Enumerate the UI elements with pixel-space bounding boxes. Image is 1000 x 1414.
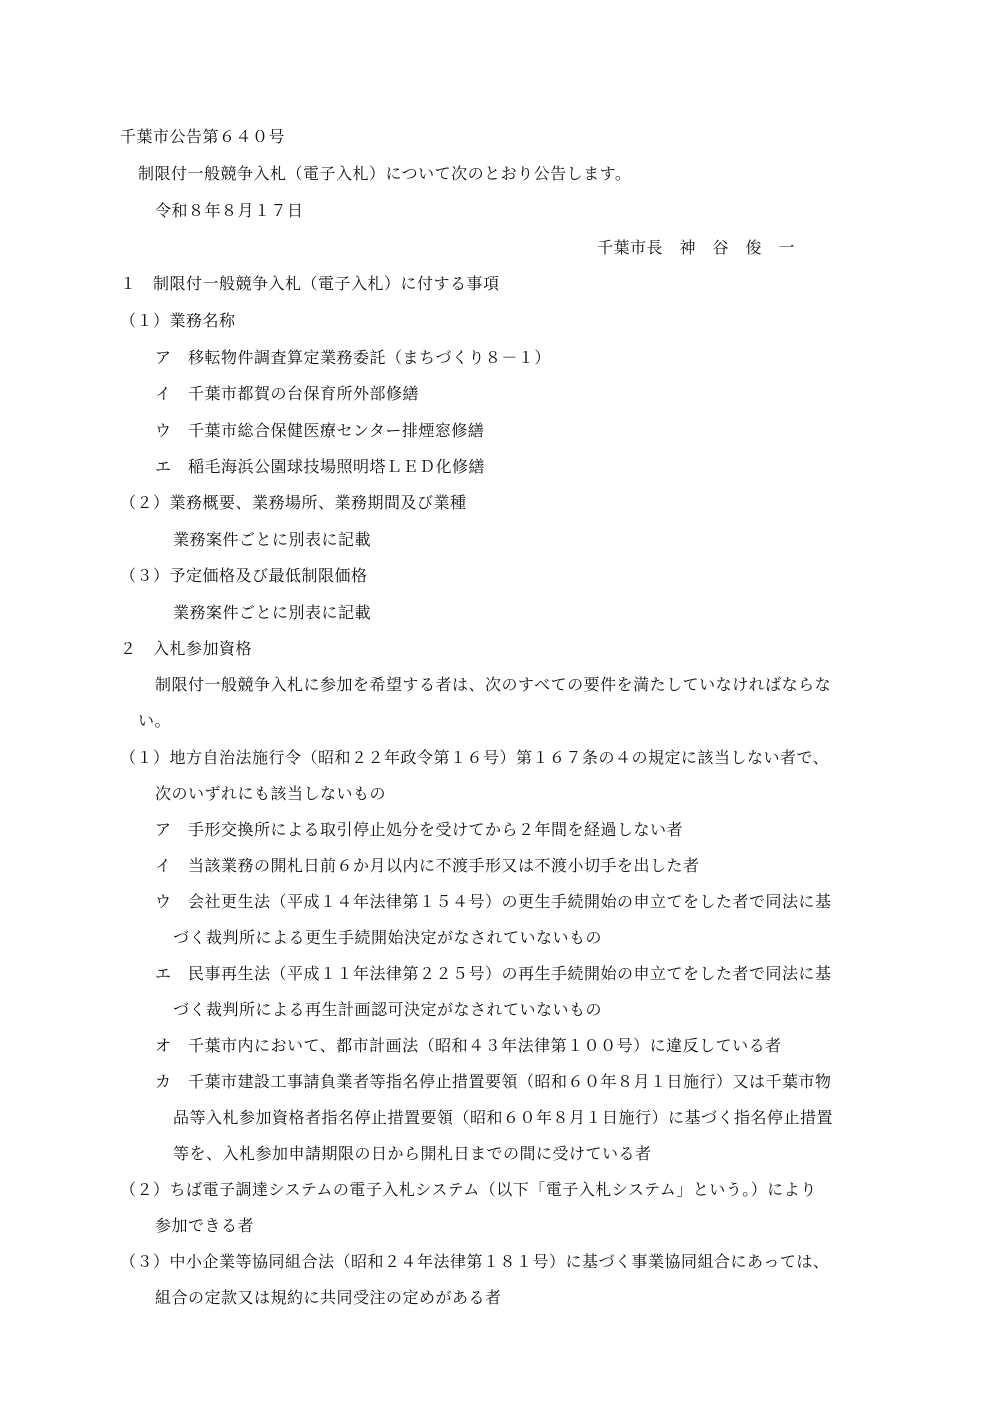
section1-sub2-heading: （２）業務概要、業務場所、業務期間及び業種 <box>120 493 467 512</box>
condition2-line2: 参加できる者 <box>155 1216 255 1235</box>
section1-sub2-body: 業務案件ごとに別表に記載 <box>173 530 372 549</box>
section1-sub3-heading: （３）予定価格及び最低制限価格 <box>120 566 368 585</box>
condition-item-u-line2: づく裁判所による更生手続開始決定がなされていないもの <box>173 928 603 947</box>
section1-sub3-body: 業務案件ごとに別表に記載 <box>173 603 372 622</box>
condition-item-ka-line2: 品等入札参加資格者指名停止措置要領（昭和６０年８月１日施行）に基づく指名停止措置 <box>173 1108 834 1127</box>
condition3-line2: 組合の定款又は規約に共同受注の定めがある者 <box>155 1288 502 1307</box>
notice-intro: 制限付一般競争入札（電子入札）について次のとおり公告します。 <box>138 164 632 183</box>
condition-item-e-line1: エ 民事再生法（平成１１年法律第２２５号）の再生手続開始の申立てをした者で同法に基 <box>155 964 832 983</box>
service-item: ウ 千葉市総合保健医療センター排煙窓修繕 <box>155 421 485 440</box>
condition-item-ka-line1: カ 千葉市建設工事請負業者等指名停止措置要領（昭和６０年８月１日施行）又は千葉市物 <box>155 1072 832 1091</box>
condition-item-u-line1: ウ 会社更生法（平成１４年法律第１５４号）の更生手続開始の申立てをした者で同法に基 <box>155 892 832 911</box>
service-item: ア 移転物件調査算定業務委託（まちづくり８－１） <box>155 348 551 367</box>
condition-item-e-line2: づく裁判所による再生計画認可決定がなされていないもの <box>173 1000 603 1019</box>
condition2-line1: （２）ちば電子調達システムの電子入札システム（以下「電子入札システム」という。）により <box>120 1180 817 1199</box>
condition-item-a: ア 手形交換所による取引停止処分を受けてから２年間を経過しない者 <box>155 820 684 839</box>
notice-date: 令和８年８月１７日 <box>155 201 304 220</box>
condition-item-o: オ 千葉市内において、都市計画法（昭和４３年法律第１００号）に違反している者 <box>155 1036 782 1055</box>
section2-intro-line2: い。 <box>138 711 172 730</box>
section2-intro-line1: 制限付一般競争入札に参加を希望する者は、次のすべての要件を満たしていなければならな <box>155 675 832 694</box>
service-item: イ 千葉市都賀の台保育所外部修繕 <box>155 384 420 403</box>
notice-number: 千葉市公告第６４０号 <box>120 127 286 146</box>
service-item: エ 稲毛海浜公園球技場照明塔ＬＥＤ化修繕 <box>155 457 486 476</box>
condition3-line1: （３）中小企業等協同組合法（昭和２４年法律第１８１号）に基づく事業協同組合にあっては、 <box>120 1252 830 1271</box>
section2-heading: ２ 入札参加資格 <box>120 639 253 658</box>
condition1-line1: （１）地方自治法施行令（昭和２２年政令第１６号）第１６７条の４の規定に該当しない者で、 <box>120 748 830 767</box>
condition-item-i: イ 当該業務の開札日前６か月以内に不渡手形又は不渡小切手を出した者 <box>155 856 700 875</box>
section1-heading: １ 制限付一般競争入札（電子入札）に付する事項 <box>120 274 500 293</box>
section1-sub1-heading: （１）業務名称 <box>120 311 236 330</box>
condition1-line2: 次のいずれにも該当しないもの <box>155 784 387 803</box>
mayor-signature: 千葉市長 神 谷 俊 一 <box>597 238 796 257</box>
condition-item-ka-line3: 等を、入札参加申請期限の日から開札日までの間に受けている者 <box>173 1144 652 1163</box>
